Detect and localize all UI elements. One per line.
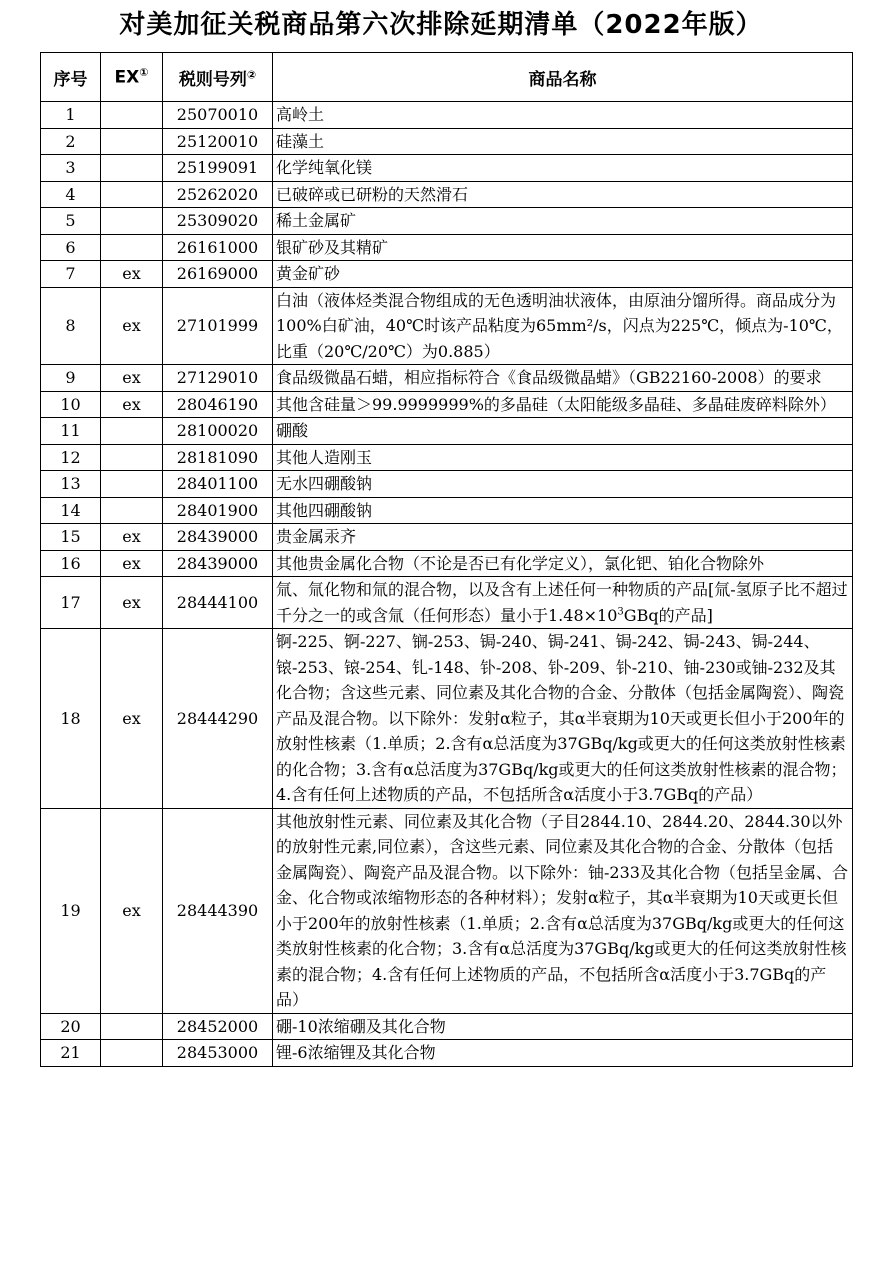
row-name: 锕-225、锕-227、锎-253、锔-240、锔-241、锔-242、锔-243、锔-244、锿-253、锿-254、钆-148、钋-208、钋-209、钋-210、铀-230或铀-232及其化合物；含这些元素、同位素及其化合物的合金、分散体（包括金属陶瓷）、陶瓷产品及混合物。以下除外：发射α粒子，其α半衰期为10天或更长但小于200年的放射性核素（1.单质；2.含有α总活度为37GBq/kg或更大的任何这类放射性核素的化合物；3.含有α总活度为37GBq/kg或更大的任何这类放射性核素的混合物；4.含有任何上述物质的产品，不包括所含α活度小于3.7GBq的产品）	[273, 629, 853, 809]
table-row	[41, 1040, 853, 1067]
row-seq: 8	[41, 287, 101, 365]
table-row	[41, 418, 853, 445]
row-name: 其他含硅量＞99.9999999%的多晶硅（太阳能级多晶硅、多晶硅废碎料除外）	[273, 391, 853, 418]
row-seq: 16	[41, 550, 101, 577]
row-ex	[101, 1040, 163, 1067]
row-code: 28181090	[163, 444, 273, 471]
row-code: 28401100	[163, 471, 273, 498]
table-row	[41, 128, 853, 155]
row-code: 27101999	[163, 287, 273, 365]
row-seq: 3	[41, 155, 101, 182]
row-seq: 4	[41, 181, 101, 208]
table-row	[41, 629, 853, 809]
header-ex: EX①	[101, 53, 163, 102]
row-name: 高岭土	[273, 102, 853, 129]
row-code: 28444290	[163, 629, 273, 809]
row-code: 28444100	[163, 577, 273, 629]
row-name: 无水四硼酸钠	[273, 471, 853, 498]
table-row	[41, 444, 853, 471]
row-seq: 12	[41, 444, 101, 471]
table-row	[41, 287, 853, 365]
row-code: 28439000	[163, 550, 273, 577]
row-name: 银矿砂及其精矿	[273, 234, 853, 261]
page-title: 对美加征关税商品第六次排除延期清单（2022年版）	[119, 10, 763, 40]
row-name: 其他人造刚玉	[273, 444, 853, 471]
row-code: 28444390	[163, 808, 273, 1013]
row-code: 28439000	[163, 524, 273, 551]
row-seq: 18	[41, 629, 101, 809]
table-row	[41, 524, 853, 551]
row-name: 已破碎或已研粉的天然滑石	[273, 181, 853, 208]
row-ex	[101, 471, 163, 498]
row-name: 食品级微晶石蜡，相应指标符合《食品级微晶蜡》（GB22160-2008）的要求	[273, 365, 853, 392]
row-name: 化学纯氧化镁	[273, 155, 853, 182]
table-row	[41, 391, 853, 418]
table-row	[41, 577, 853, 629]
header-code: 税则号列②	[163, 53, 273, 102]
row-code: 25262020	[163, 181, 273, 208]
header-code-note: ②	[246, 67, 257, 81]
header-name: 商品名称	[273, 53, 853, 102]
row-ex: ex	[101, 365, 163, 392]
row-name: 硼酸	[273, 418, 853, 445]
row-seq: 15	[41, 524, 101, 551]
row-ex: ex	[101, 391, 163, 418]
row-seq: 17	[41, 577, 101, 629]
row-seq: 20	[41, 1013, 101, 1040]
table-row	[41, 234, 853, 261]
row-ex	[101, 497, 163, 524]
row-name: 稀土金属矿	[273, 208, 853, 235]
row-name: 其他放射性元素、同位素及其化合物（子目2844.10、2844.20、2844.30以外的放射性元素,同位素），含这些元素、同位素及其化合物的合金、分散体（包括金属陶瓷）、陶瓷产品及混合物。以下除外：铀-233及其化合物（包括呈金属、合金、化合物或浓缩物形态的各种材料）；发射α粒子，其α半衰期为10天或更长但小于200年的放射性核素（1.单质；2.含有α总活度为37GBq/kg或更大的任何这类放射性核素的化合物；3.含有α总活度为37GBq/kg或更大的任何这类放射性核素的混合物；4.含有任何上述物质的产品，不包括所含α活度小于3.7GBq的产品）	[273, 808, 853, 1013]
row-seq: 21	[41, 1040, 101, 1067]
table-row	[41, 102, 853, 129]
row-code: 25120010	[163, 128, 273, 155]
row-ex	[101, 128, 163, 155]
row-code: 28452000	[163, 1013, 273, 1040]
table-row	[41, 181, 853, 208]
row-name: 锂-6浓缩锂及其化合物	[273, 1040, 853, 1067]
row-ex: ex	[101, 524, 163, 551]
table-row	[41, 471, 853, 498]
header-ex-note: ①	[139, 66, 149, 80]
row-name: 氚、氚化物和氚的混合物，以及含有上述任何一种物质的产品[氚-氢原子比不超过千分之一的或含氚（任何形态）量小于$1.48\times 10^3GBq$的产品]	[273, 577, 853, 629]
row-name: 硅藻土	[273, 128, 853, 155]
table-row	[41, 261, 853, 288]
row-code: 26169000	[163, 261, 273, 288]
row-name: 硼-10浓缩硼及其化合物	[273, 1013, 853, 1040]
row-ex	[101, 181, 163, 208]
row-name: 其他四硼酸钠	[273, 497, 853, 524]
row-ex	[101, 208, 163, 235]
row-code: 25070010	[163, 102, 273, 129]
row-seq: 6	[41, 234, 101, 261]
row-ex: ex	[101, 550, 163, 577]
header-seq: 序号	[41, 53, 101, 102]
row-ex	[101, 102, 163, 129]
row-seq: 11	[41, 418, 101, 445]
row-ex: ex	[101, 577, 163, 629]
row-ex	[101, 444, 163, 471]
row-seq: 13	[41, 471, 101, 498]
row-seq: 14	[41, 497, 101, 524]
row-ex: ex	[101, 808, 163, 1013]
table-row	[41, 208, 853, 235]
row-name: 黄金矿砂	[273, 261, 853, 288]
table-row	[41, 497, 853, 524]
row-name: 贵金属汞齐	[273, 524, 853, 551]
row-ex	[101, 155, 163, 182]
row-seq: 1	[41, 102, 101, 129]
row-seq: 9	[41, 365, 101, 392]
row-name: 其他贵金属化合物（不论是否已有化学定义），氯化钯、铂化合物除外	[273, 550, 853, 577]
row-ex: ex	[101, 287, 163, 365]
row-code: 27129010	[163, 365, 273, 392]
row-ex	[101, 1013, 163, 1040]
table-row	[41, 155, 853, 182]
row-code: 28453000	[163, 1040, 273, 1067]
row-seq: 10	[41, 391, 101, 418]
table-row	[41, 365, 853, 392]
row-seq: 19	[41, 808, 101, 1013]
row-ex: ex	[101, 629, 163, 809]
exclusion-list-table	[40, 52, 853, 1067]
table-row	[41, 808, 853, 1013]
row-seq: 7	[41, 261, 101, 288]
table-header-row	[41, 53, 853, 102]
row-code: 28100020	[163, 418, 273, 445]
table-row	[41, 550, 853, 577]
row-code: 25309020	[163, 208, 273, 235]
row-code: 28401900	[163, 497, 273, 524]
row-ex	[101, 234, 163, 261]
row-code: 26161000	[163, 234, 273, 261]
row-code: 28046190	[163, 391, 273, 418]
row-seq: 2	[41, 128, 101, 155]
row-seq: 5	[41, 208, 101, 235]
table-row	[41, 1013, 853, 1040]
row-ex: ex	[101, 261, 163, 288]
row-ex	[101, 418, 163, 445]
row-name: 白油（液体烃类混合物组成的无色透明油状液体，由原油分馏所得。商品成分为100%白矿油，40℃时该产品粘度为65mm²/s，闪点为225℃，倾点为-10℃，比重（20℃/20℃）为0.885）	[273, 287, 853, 365]
row-code: 25199091	[163, 155, 273, 182]
